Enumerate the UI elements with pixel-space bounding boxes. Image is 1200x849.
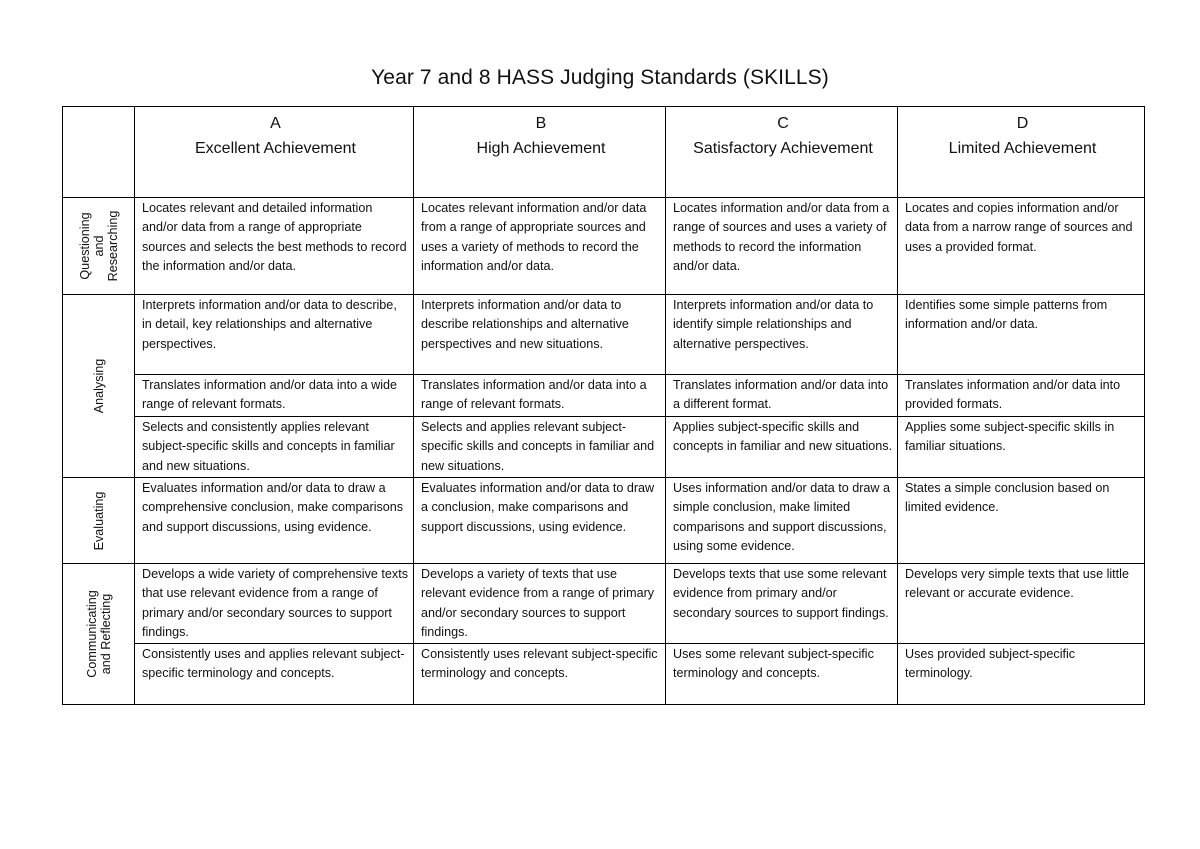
descriptor-cell: Locates relevant information and/or data from a range of appropriate sources and uses a variety of methods to record the information and/or data. bbox=[414, 198, 666, 295]
descriptor-cell: Identifies some simple patterns from information and/or data. bbox=[898, 295, 1145, 375]
header-row bbox=[63, 107, 1145, 198]
grade-label: High Achievement bbox=[476, 140, 606, 157]
grade-letter: D bbox=[1016, 115, 1029, 132]
descriptor-cell: Selects and consistently applies relevant subject-specific skills and concepts in familiar and new situations. bbox=[135, 417, 414, 478]
descriptor-cell: Locates information and/or data from a range of sources and uses a variety of methods to record the information and/or data. bbox=[666, 198, 898, 295]
descriptor-cell: Uses information and/or data to draw a simple conclusion, make limited comparisons and support discussions, using some evidence. bbox=[666, 478, 898, 564]
header-d bbox=[898, 107, 1145, 198]
category-communicating-reflecting bbox=[63, 564, 135, 705]
grade-letter: A bbox=[270, 115, 281, 132]
category-label: and bbox=[91, 235, 106, 257]
descriptor-cell: Translates information and/or data into a wide range of relevant formats. bbox=[135, 375, 414, 417]
descriptor-cell: Applies subject-specific skills and concepts in familiar and new situations. bbox=[666, 417, 898, 478]
descriptor-cell: Evaluates information and/or data to draw a comprehensive conclusion, make comparisons and support discussions, using evidence. bbox=[135, 478, 414, 564]
grade-label: Satisfactory Achievement bbox=[693, 140, 873, 157]
judging-standards-table bbox=[62, 106, 1145, 705]
descriptor-cell: Develops texts that use some relevant evidence from primary and/or secondary sources to support findings. bbox=[666, 564, 898, 644]
descriptor-cell: Consistently uses and applies relevant subject-specific terminology and concepts. bbox=[135, 644, 414, 705]
page-title: Year 7 and 8 HASS Judging Standards (SKILLS) bbox=[371, 66, 829, 89]
descriptor-cell: Translates information and/or data into provided formats. bbox=[898, 375, 1145, 417]
category-label: Evaluating bbox=[91, 491, 106, 550]
descriptor-cell: Selects and applies relevant subject-specific skills and concepts in familiar and new situations. bbox=[414, 417, 666, 478]
grade-letter: C bbox=[777, 115, 789, 132]
category-label: Questioning bbox=[77, 212, 92, 280]
category-questioning-researching bbox=[63, 198, 135, 295]
table-row bbox=[63, 478, 1145, 564]
grade-letter: B bbox=[535, 115, 547, 132]
descriptor-cell: Interprets information and/or data to identify simple relationships and alternative perspectives. bbox=[666, 295, 898, 375]
descriptor-cell: Consistently uses relevant subject-specific terminology and concepts. bbox=[414, 644, 666, 705]
descriptor-cell: Translates information and/or data into a different format. bbox=[666, 375, 898, 417]
grade-label: Excellent Achievement bbox=[195, 140, 356, 157]
descriptor-cell: Uses some relevant subject-specific terminology and concepts. bbox=[666, 644, 898, 705]
category-label: and Reflecting bbox=[98, 593, 113, 675]
header-c bbox=[666, 107, 898, 198]
category-label: Researching bbox=[105, 210, 120, 282]
descriptor-cell: Develops very simple texts that use little relevant or accurate evidence. bbox=[898, 564, 1145, 644]
category-label: Analysing bbox=[91, 358, 106, 414]
corner-cell bbox=[63, 107, 135, 198]
descriptor-cell: Develops a variety of texts that use relevant evidence from a range of primary and/or secondary sources to support findings. bbox=[414, 564, 666, 644]
grade-label: Limited Achievement bbox=[948, 140, 1097, 157]
descriptor-cell: Interprets information and/or data to describe, in detail, key relationships and alternative perspectives. bbox=[135, 295, 414, 375]
table-row bbox=[63, 564, 1145, 644]
header-b bbox=[414, 107, 666, 198]
table-row bbox=[63, 295, 1145, 375]
descriptor-cell: Interprets information and/or data to describe relationships and alternative perspectives and new situations. bbox=[414, 295, 666, 375]
table-row bbox=[63, 198, 1145, 295]
table-row bbox=[63, 375, 1145, 417]
descriptor-cell: Translates information and/or data into a range of relevant formats. bbox=[414, 375, 666, 417]
category-analysing bbox=[63, 295, 135, 478]
descriptor-cell: Applies some subject-specific skills in familiar situations. bbox=[898, 417, 1145, 478]
table-row bbox=[63, 644, 1145, 705]
descriptor-cell: Locates relevant and detailed information and/or data from a range of appropriate sources and selects the best methods to record the information and/or data. bbox=[135, 198, 414, 295]
descriptor-cell: Evaluates information and/or data to draw a conclusion, make comparisons and support discussions, using evidence. bbox=[414, 478, 666, 564]
category-label: Communicating bbox=[84, 590, 99, 678]
header-a bbox=[135, 107, 414, 198]
table-row bbox=[63, 417, 1145, 478]
descriptor-cell: Develops a wide variety of comprehensive texts that use relevant evidence from a range of primary and/or secondary sources to support findings. bbox=[135, 564, 414, 644]
category-evaluating bbox=[63, 478, 135, 564]
descriptor-cell: Locates and copies information and/or data from a narrow range of sources and uses a provided format. bbox=[898, 198, 1145, 295]
descriptor-cell: Uses provided subject-specific terminology. bbox=[898, 644, 1145, 705]
descriptor-cell: States a simple conclusion based on limited evidence. bbox=[898, 478, 1145, 564]
